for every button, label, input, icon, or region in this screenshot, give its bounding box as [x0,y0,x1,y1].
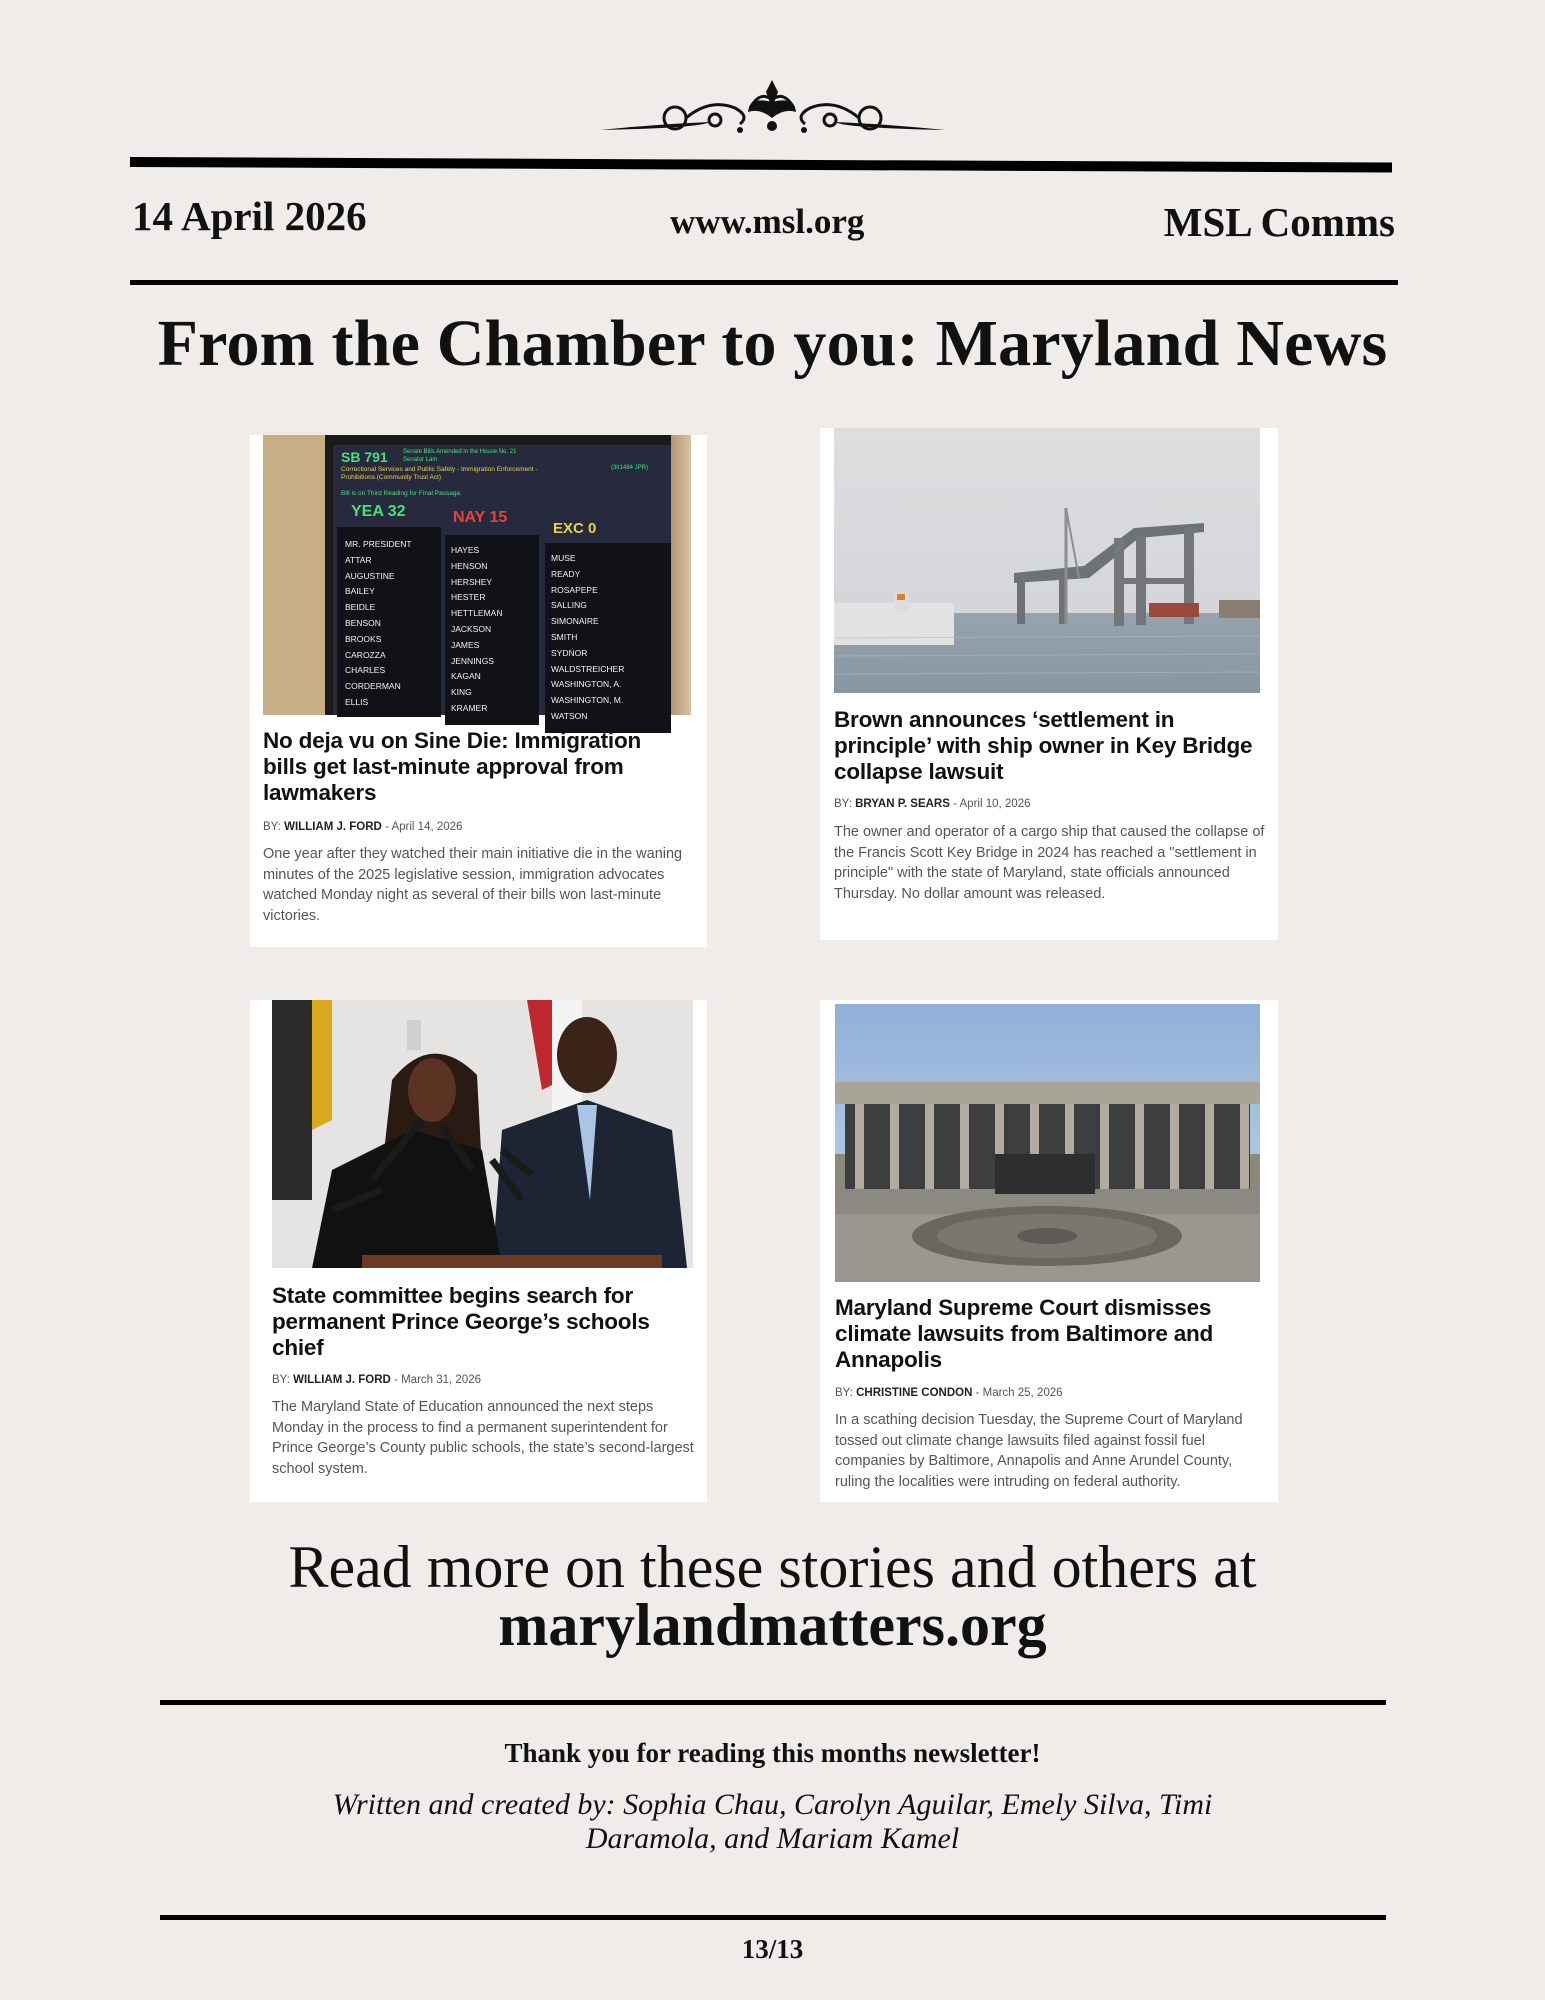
read-more-text: Read more on these stories and others at [288,1534,1257,1600]
issue-date: 14 April 2026 [132,193,367,239]
article-card-key-bridge[interactable] [820,428,1278,940]
board-bill-number: SB 791 [341,449,388,465]
board-member-name: ATTAR [345,554,372,565]
byline-prefix: BY: [834,798,852,810]
board-column-3 [551,551,624,725]
article-byline [834,798,1030,810]
page-number: 13/13 [741,1934,804,1964]
article-date: - April 10, 2026 [953,798,1031,810]
masthead-row [130,190,1398,250]
board-column-1 [345,537,412,711]
board-member-name: READY [551,568,581,579]
article-headline[interactable]: No deja vu on Sine Die: Immigration bills get last-minute approval from lawmakers [263,728,642,805]
board-member-name: WASHINGTON, A. [551,679,622,690]
article-summary: The Maryland State of Education announced the next steps Monday in the process to find a permanent superintendent for Prince George’s County public schools, the state’s second-largest school system. [272,1399,694,1477]
credits-text: Written and created by: Sophia Chau, Carolyn Aguilar, Emely Silva, Timi Daramola, and Mariam Kamel [332,1788,1213,1855]
board-member-name: JENNINGS [451,655,494,666]
article-card-supreme-court[interactable] [820,1000,1278,1502]
press-conference-photo-icon [272,1000,693,1268]
board-member-name: HENSON [451,560,488,571]
article-card-schools-chief[interactable] [250,1000,707,1502]
board-member-name: KAGAN [451,671,481,682]
board-member-name: HESTER [451,592,486,603]
board-member-name: HAYES [451,545,480,555]
board-exc: EXC 0 [553,520,597,537]
board-member-name: CAROZZA [345,649,386,660]
board-member-name: KRAMER [451,702,488,713]
article-date: - April 14, 2026 [385,821,463,833]
ornament-flourish-icon [600,78,945,138]
courthouse-photo-icon [835,1004,1260,1282]
article-author[interactable]: WILLIAM J. FORD [284,821,382,833]
article-author[interactable]: BRYAN P. SEARS [855,798,950,810]
article-byline [263,821,462,833]
board-member-name: SALLING [551,600,587,611]
read-more-callout [0,1534,1545,1658]
board-desc-3: Correctional Services and Public Safety - Immigration Enforcement - [341,466,538,473]
byline-prefix: BY: [263,821,281,833]
board-member-name: MR. PRESIDENT [345,539,412,549]
footer-divider [160,1700,1386,1705]
board-member-name: JAMES [451,639,480,650]
article-date: - March 31, 2026 [394,1374,481,1386]
board-member-name: MUSE [551,553,576,563]
maryland-matters-link[interactable]: marylandmatters.org [498,1592,1047,1658]
board-member-name: SIMONAIRE [551,616,599,627]
board-nay: NAY 15 [453,509,508,526]
bridge-photo-icon [834,428,1260,693]
article-byline [272,1374,481,1386]
press-conference-illustration [272,1000,693,1268]
bridge-illustration [834,428,1260,693]
board-member-name: ROSAPEPE [551,584,598,595]
article-headline[interactable]: Maryland Supreme Court dismisses climate lawsuits from Baltimore and Annapolis [835,1295,1214,1372]
board-column-2 [451,543,502,717]
top-divider [130,157,1392,173]
board-member-name: WATSON [551,710,588,721]
board-member-name: CORDERMAN [345,681,401,692]
board-desc-2: Senator Lam [403,457,438,463]
thank-you-note: Thank you for reading this months newsletter! [504,1738,1041,1768]
article-card-sine-die[interactable] [250,435,707,947]
byline-prefix: BY: [835,1387,853,1399]
board-member-name: HETTLEMAN [451,608,503,619]
board-member-name: BENSON [345,617,381,628]
article-author[interactable]: WILLIAM J. FORD [293,1374,391,1386]
board-member-name: AUGUSTINE [345,570,395,581]
organization-name: MSL Comms [1163,199,1395,245]
board-member-name: JACKSON [451,623,492,634]
board-member-name: KING [451,687,472,698]
board-member-name: ELLIS [345,696,369,707]
bottom-divider [160,1915,1386,1920]
byline-prefix: BY: [272,1374,290,1386]
newsletter-title: From the Chamber to you: Maryland News [157,307,1388,380]
board-ref: (3lr1484 JPR) [611,465,649,471]
board-desc-1: Senate Bills Amended in the House No. 21 [403,449,517,455]
board-member-name: WASHINGTON, M. [551,695,624,706]
board-member-name: CHARLES [345,665,386,676]
courthouse-illustration [835,1004,1260,1282]
board-status: Bill is on Third Reading for Final Passage. [341,490,462,497]
article-author[interactable]: CHRISTINE CONDON [856,1387,973,1399]
board-member-name: SMITH [551,631,578,642]
article-date: - March 25, 2026 [975,1387,1063,1399]
board-yea: YEA 32 [351,503,406,520]
article-headline[interactable]: Brown announces ‘settlement in principle’ with ship owner in Key Bridge collapse lawsuit [834,707,1253,784]
article-byline [835,1387,1063,1399]
website-link[interactable]: www.msl.org [670,202,865,241]
article-summary: In a scathing decision Tuesday, the Supreme Court of Maryland tossed out climate change lawsuits filed against fossil fuel companies by Baltimore, Annapolis and Anne Arundel County, ruling the localities were intruding on federal authority. [835,1412,1243,1490]
article-summary: One year after they watched their main initiative die in the waning minutes of the 2025 legislative session, immigration advocates watched Monday night as several of their bills won last-minute victories. [263,846,683,924]
board-member-name: SYDNOR [551,647,588,658]
board-desc-4: Prohibitions (Community Trust Act) [341,474,442,481]
board-member-name: WALDSTREICHER [551,663,625,674]
vote-board-photo-icon [263,435,691,721]
board-member-name: BROOKS [345,633,382,644]
article-summary: The owner and operator of a cargo ship that caused the collapse of the Francis Scott Key Bridge in 2024 has reached a "settlement in principle" with the state of Maryland, state officials announced Thursday. No dollar amount was released. [834,824,1265,902]
board-member-name: HERSHEY [451,576,493,587]
article-headline[interactable]: State committee begins search for permanent Prince George’s schools chief [272,1283,650,1360]
board-member-name: BAILEY [345,586,375,597]
board-member-name: BEIDLE [345,602,376,613]
header-divider [130,280,1398,285]
